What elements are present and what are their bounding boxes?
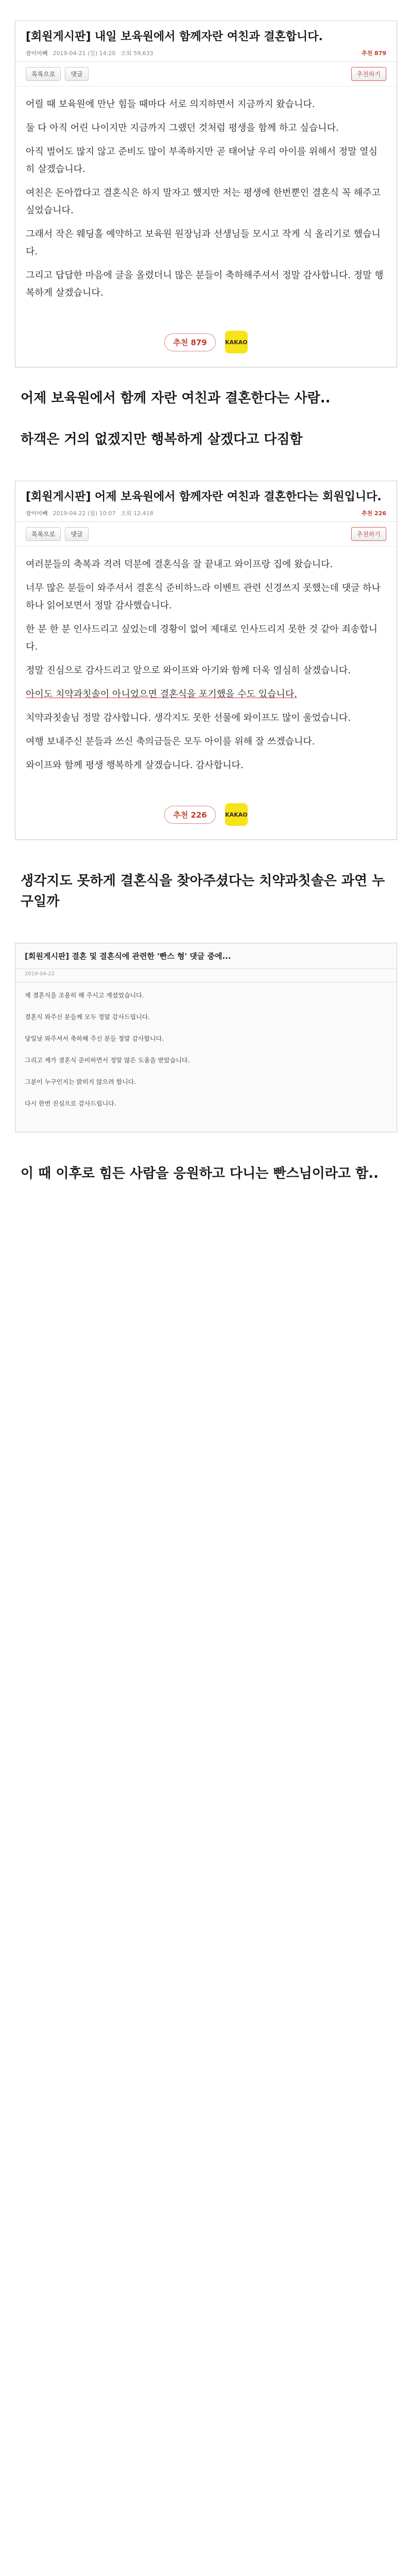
post-capture	[15, 943, 397, 1132]
capture-paragraph: 다시 한번 진심으로 감사드립니다.	[25, 1100, 116, 1107]
post-paragraph: 아이도 치약과칫솔이 아니었으면 결혼식을 포기했을 수도 있습니다.	[26, 689, 297, 700]
post-paragraph: 치약과칫솔님 정말 감사합니다. 생각지도 못한 선물에 와이프도 많이 울었습니다.	[26, 713, 351, 723]
vote-button[interactable]: 추천 879	[164, 333, 216, 351]
list-button[interactable]: 목록으로	[26, 527, 61, 541]
post-paragraph: 여친은 돈아깝다고 결혼식은 하지 말자고 했지만 저는 평생에 한번뿐인 결혼식 꼭 해주고 싶었습니다.	[26, 188, 381, 216]
view-count: 조회 12,418	[121, 510, 153, 517]
capture-paragraph: 그리고 제가 결혼식 준비하면서 정말 많은 도움을 받았습니다.	[25, 1057, 190, 1064]
post-paragraph: 그리고 답답한 마음에 글을 올렸더니 많은 분들이 축하해주셔서 정말 감사합니다. 정말 행복하게 살겠습니다.	[26, 270, 384, 298]
view-count: 조회 59,633	[121, 50, 153, 57]
vote-button[interactable]: 추천 226	[164, 806, 216, 824]
author-name[interactable]: 잠이이빼	[26, 50, 48, 57]
post-paragraph: 그래서 작은 웨딩홀 예약하고 보육원 원장님과 선생님들 모시고 작게 식 올리기로 했습니다.	[26, 229, 381, 257]
post-paragraph: 여행 보내주신 분들과 쓰신 축의금들은 모두 아이를 위해 잘 쓰겠습니다.	[26, 736, 315, 747]
post-paragraph: 여러분들의 축복과 격려 덕분에 결혼식을 잘 끝내고 와이프랑 집에 왔습니다.	[26, 559, 333, 570]
capture-title: [회원게시판] 결혼 및 결혼식에 관련한 '빤스 형' 댓글 중에...	[15, 943, 397, 969]
rec-count: 추천 226	[361, 510, 386, 517]
capture-paragraph: 그분이 누구인지는 밝히지 않으려 합니다.	[25, 1078, 136, 1086]
recommend-button[interactable]: 추천하기	[351, 67, 386, 81]
capture-paragraph: 제 결혼식을 조용히 해 주시고 계셨었습니다.	[25, 992, 144, 999]
post-card-1	[15, 21, 397, 367]
post-card-2	[15, 481, 397, 840]
comment-button[interactable]: 댓글	[65, 527, 88, 541]
post-paragraph: 한 분 한 분 인사드리고 싶었는데 경황이 없어 제대로 인사드리지 못한 것 같아 죄송합니다.	[26, 624, 377, 652]
post-paragraph: 아직 벌어도 많지 않고 준비도 많이 부족하지만 곧 태어날 우리 아이를 위해서 정말 열심히 살겠습니다.	[26, 146, 377, 175]
caption: 생각지도 못하게 결혼식을 찾아주셨다는 치약과칫솔은 과연 누구일까	[21, 873, 385, 909]
post-date: 2019-04-21 (일) 14:20	[53, 50, 116, 57]
recommend-button[interactable]: 추천하기	[351, 527, 386, 541]
capture-meta: 2019-04-22	[15, 969, 397, 982]
post-title: [회원게시판] 내일 보육원에서 함께자란 여친과 결혼합니다.	[26, 30, 323, 43]
capture-paragraph: 당일날 와주셔서 축하해 주신 분들 정말 감사합니다.	[25, 1035, 164, 1042]
list-button[interactable]: 목록으로	[26, 67, 61, 81]
post-paragraph: 너무 많은 분들이 와주셔서 결혼식 준비하느라 이벤트 관련 신경쓰지 못했는데 댓글 하나하나 읽어보면서 정말 감사했습니다.	[26, 583, 381, 611]
kakao-share-icon[interactable]: KAKAO	[225, 803, 248, 826]
caption: 어제 보육원에서 함께 자란 여친과 결혼한다는 사람..	[21, 391, 331, 406]
author-name[interactable]: 잠이이빼	[26, 510, 48, 517]
comment-button[interactable]: 댓글	[65, 67, 88, 81]
post-date: 2019-04-22 (월) 10:07	[53, 510, 116, 517]
rec-count: 추천 879	[361, 50, 386, 57]
post-paragraph: 와이프와 함께 평생 행복하게 살겠습니다. 감사합니다.	[26, 760, 244, 771]
post-paragraph: 어릴 때 보육원에 만난 힘들 때마다 서로 의지하면서 지금까지 왔습니다.	[26, 99, 315, 110]
post-paragraph: 둘 다 아직 어린 나이지만 지금까지 그랬던 것처럼 평생을 함께 하고 싶습니다.	[26, 123, 339, 133]
post-title: [회원게시판] 어제 보육원에서 함께자란 여친과 결혼한다는 회원입니다.	[26, 490, 382, 503]
caption: 이 때 이후로 힘든 사람을 응원하고 다니는 빤스님이라고 함..	[21, 1166, 379, 1181]
caption: 하객은 거의 없겠지만 행복하게 살겠다고 다짐함	[21, 432, 303, 447]
capture-paragraph: 결혼식 와주신 분들께 모두 정말 감사드립니다.	[25, 1013, 150, 1021]
kakao-share-icon[interactable]: KAKAO	[225, 331, 248, 353]
post-paragraph: 정말 진심으로 감사드리고 앞으로 와이프와 아기와 함께 더욱 열심히 살겠습니다.	[26, 665, 351, 676]
